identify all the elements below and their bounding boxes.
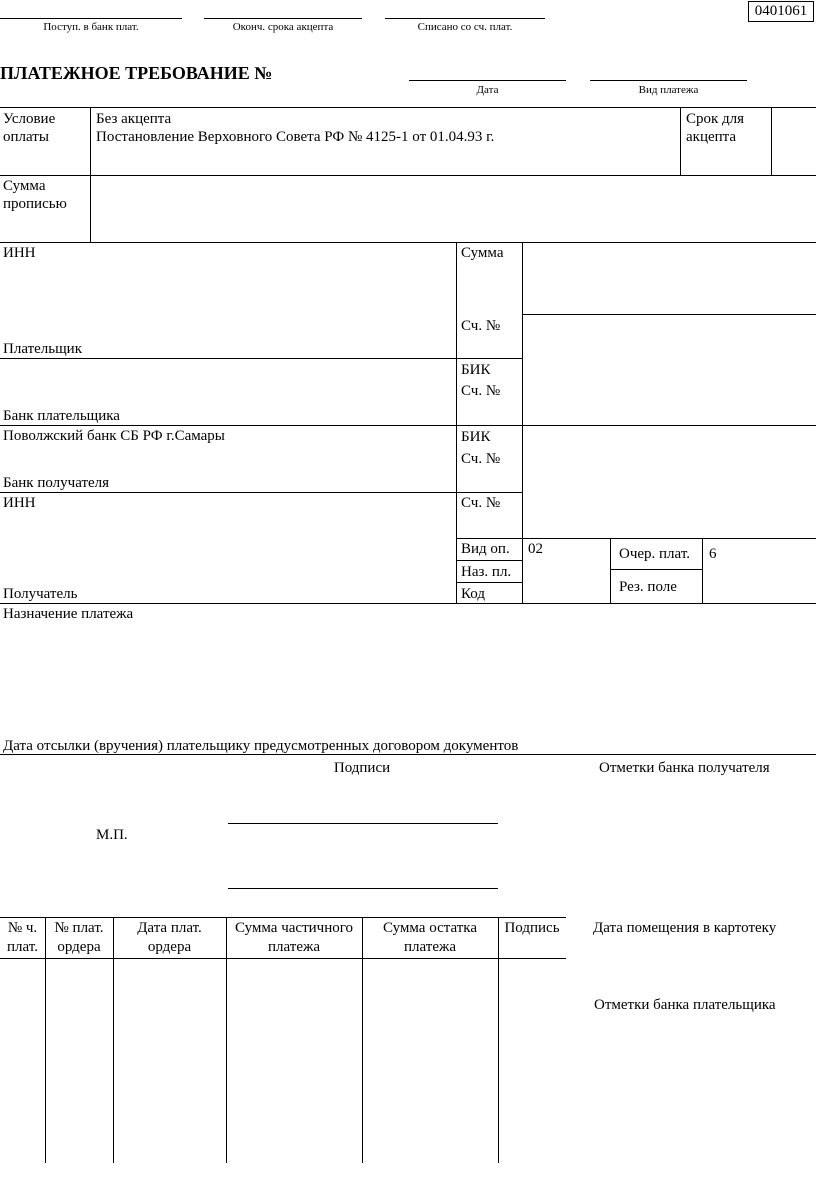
partial-header-3: Дата плат. xyxy=(137,920,202,936)
partial-header-3b: ордера xyxy=(147,939,192,955)
grid-line xyxy=(0,603,816,604)
partial-header-2: № плат. xyxy=(54,920,104,936)
signature-line xyxy=(228,823,498,824)
op-type-value: 02 xyxy=(528,541,543,557)
date-label: Дата xyxy=(476,84,499,96)
deadline-label-2: акцепта xyxy=(686,129,737,145)
grid-line xyxy=(610,569,702,570)
payer-inn-label: ИНН xyxy=(3,245,36,261)
grid-line xyxy=(771,107,772,175)
grid-line xyxy=(456,538,816,539)
grid-line xyxy=(0,175,816,176)
grid-line xyxy=(456,582,522,583)
purpose-label: Назначение платежа xyxy=(3,606,134,622)
docs-date-label: Дата отсылки (вручения) плательщику предусмотренных договором документов xyxy=(3,738,519,754)
grid-line xyxy=(0,242,816,243)
partial-header-5: Сумма остатка xyxy=(382,920,478,936)
acceptance-end-line xyxy=(204,18,362,19)
debited-line xyxy=(385,18,545,19)
grid-line xyxy=(90,107,91,242)
grid-line xyxy=(522,242,523,603)
payment-type-label: Вид платежа xyxy=(638,84,699,96)
received-line xyxy=(0,18,182,19)
amount-words-label-1: Сумма xyxy=(3,178,46,194)
terms-label-1: Условие xyxy=(3,111,56,127)
grid-line xyxy=(0,754,816,755)
recipient-bank-name: Поволжский банк СБ РФ г.Самары xyxy=(3,428,225,444)
op-type-label: Вид оп. xyxy=(461,541,510,557)
grid-line xyxy=(0,107,816,108)
recipient-account-label: Сч. № xyxy=(461,495,501,511)
reserve-label: Рез. поле xyxy=(619,579,677,595)
amount-words-label-2: прописью xyxy=(3,196,67,212)
partial-header-5b: платежа xyxy=(403,939,457,955)
partial-header-1: № ч. xyxy=(7,920,38,936)
grid-line xyxy=(0,917,566,918)
signature-line xyxy=(228,888,498,889)
deadline-label-1: Срок для xyxy=(686,111,745,127)
grid-line xyxy=(498,917,499,1163)
code-label: Код xyxy=(461,586,485,602)
page-title: ПЛАТЕЖНОЕ ТРЕБОВАНИЕ № xyxy=(0,63,273,83)
recipient-bank-marks: Отметки банка получателя xyxy=(599,760,770,776)
received-label: Поступ. в банк плат. xyxy=(43,21,139,33)
terms-value-1: Без акцепта xyxy=(96,111,172,127)
partial-header-4b: платежа xyxy=(267,939,321,955)
signatures-label: Подписи xyxy=(333,760,391,776)
card-file-date-label: Дата помещения в картотеку xyxy=(593,920,777,936)
grid-line xyxy=(0,958,566,959)
payer-bank-account-label: Сч. № xyxy=(461,383,501,399)
debited-label: Списано со сч. плат. xyxy=(417,21,513,33)
grid-line xyxy=(456,242,457,603)
partial-header-1b: плат. xyxy=(7,939,38,955)
terms-label-2: оплаты xyxy=(3,129,49,145)
payer-bank-label: Банк плательщика xyxy=(3,408,120,424)
partial-header-6: Подпись xyxy=(504,920,560,936)
grid-line xyxy=(702,538,703,603)
date-line xyxy=(409,80,566,81)
sum-label: Сумма xyxy=(461,245,504,261)
recipient-label: Получатель xyxy=(3,586,78,602)
grid-line xyxy=(610,538,611,603)
recipient-inn-label: ИНН xyxy=(3,495,36,511)
recipient-bank-bik-label: БИК xyxy=(461,429,491,445)
grid-line xyxy=(456,560,522,561)
purpose-code-label: Наз. пл. xyxy=(461,564,512,580)
priority-label: Очер. плат. xyxy=(619,546,690,562)
partial-header-4: Сумма частичного xyxy=(234,920,353,936)
form-code-box: 0401061 xyxy=(748,1,814,22)
payment-type-line xyxy=(590,80,747,81)
grid-line xyxy=(522,314,816,315)
recipient-bank-label: Банк получателя xyxy=(3,475,110,491)
priority-value: 6 xyxy=(709,546,717,562)
recipient-bank-account-label: Сч. № xyxy=(461,451,501,467)
payer-bank-marks: Отметки банка плательщика xyxy=(594,997,776,1013)
grid-line xyxy=(0,425,816,426)
stamp-label: М.П. xyxy=(96,827,128,843)
acceptance-end-label: Оконч. срока акцепта xyxy=(232,21,334,33)
payer-account-label: Сч. № xyxy=(461,318,501,334)
payer-label: Плательщик xyxy=(3,341,82,357)
partial-header-2b: ордера xyxy=(57,939,101,955)
grid-line xyxy=(680,107,681,175)
terms-value-2: Постановление Верховного Совета РФ № 4125-1 от 01.04.93 г. xyxy=(96,129,495,145)
payer-bank-bik-label: БИК xyxy=(461,362,491,378)
